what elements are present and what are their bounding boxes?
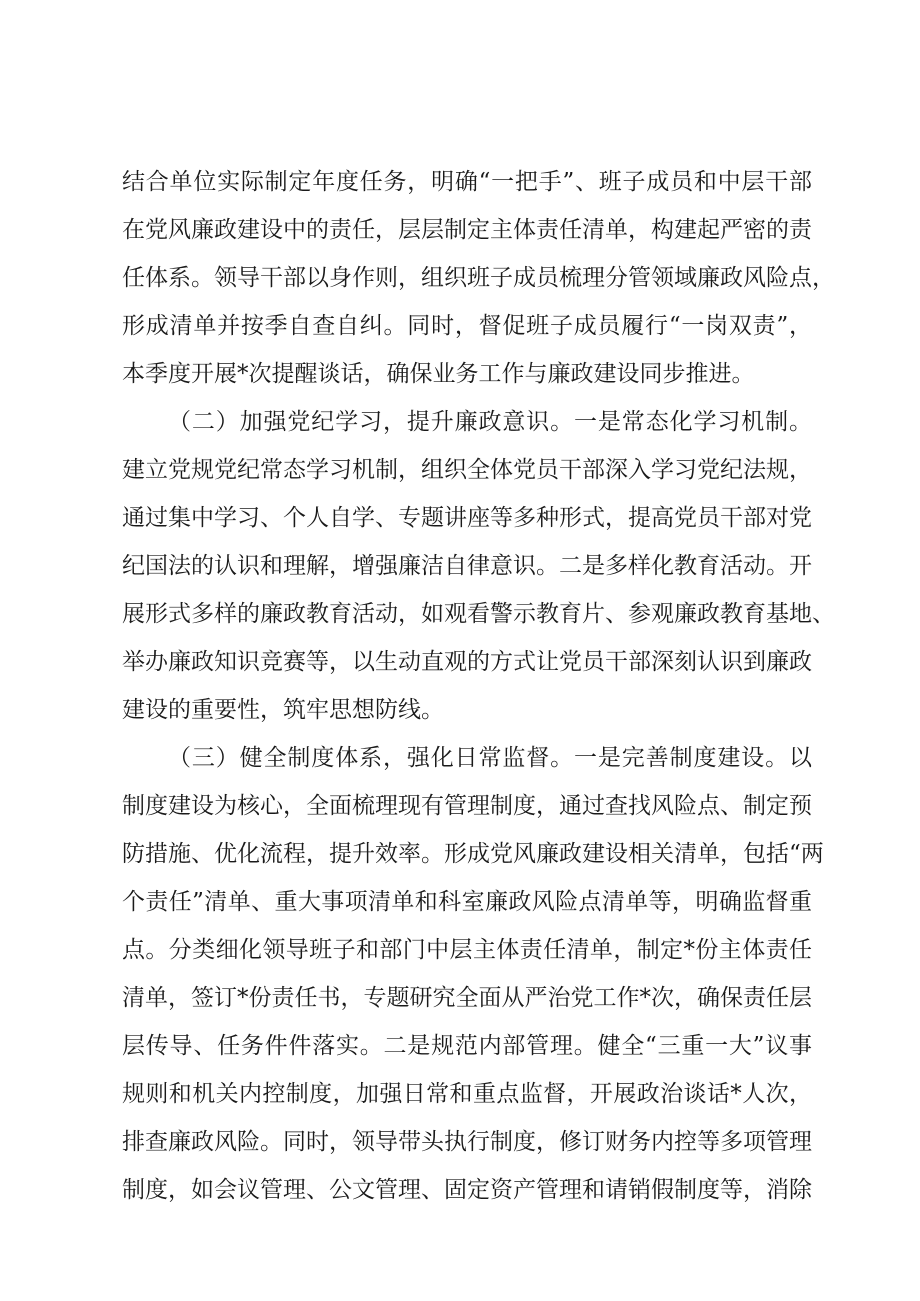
paragraph-1 [122, 158, 835, 398]
text-line: 通过集中学习、个人自学、专题讲座等多种形式，提高党员干部对党 [122, 505, 812, 531]
text-line: 纪国法的认识和理解，增强廉洁自律意识。二是多样化教育活动。开 [122, 553, 812, 579]
text-line: 形成清单并按季自查自纠。同时，督促班子成员履行“一岗双责”， [122, 313, 812, 339]
text-line: 防措施、优化流程，提升效率。形成党风廉政建设相关清单，包括“两 [122, 841, 824, 867]
text-line: 举办廉政知识竞赛等，以生动直观的方式让党员干部深刻认识到廉政 [122, 649, 812, 675]
text-line: 层传导、任务件件落实。二是规范内部管理。健全“三重一大”议事 [122, 1033, 812, 1059]
text-line: 清单，签订*份责任书，专题研究全面从严治党工作*次，确保责任层 [122, 985, 812, 1011]
text-line: 点。分类细化领导班子和部门中层主体责任清单，制定*份主体责任 [122, 937, 812, 963]
document-body [122, 158, 835, 1214]
text-line: 在党风廉政建设中的责任，层层制定主体责任清单，构建起严密的责 [122, 217, 812, 243]
text-line: 个责任”清单、重大事项清单和科室廉政风险点清单等，明确监督重 [122, 889, 812, 915]
text-line: 规则和机关内控制度，加强日常和重点监督，开展政治谈话*人次， [122, 1081, 812, 1107]
text-line: 展形式多样的廉政教育活动，如观看警示教育片、参观廉政教育基地、 [122, 601, 835, 627]
text-line: 制度，如会议管理、公文管理、固定资产管理和请销假制度等，消除 [122, 1177, 812, 1203]
text-line: 任体系。领导干部以身作则，组织班子成员梳理分管领域廉政风险点， [122, 265, 835, 291]
text-line: 建立党规党纪常态学习机制，组织全体党员干部深入学习党纪法规， [122, 457, 812, 483]
paragraph-heading-line: （三）健全制度体系，强化日常监督。一是完善制度建设。以 [168, 745, 812, 771]
text-line: 本季度开展*次提醒谈话，确保业务工作与廉政建设同步推进。 [122, 361, 755, 387]
text-line: 制度建设为核心，全面梳理现有管理制度，通过查找风险点、制定预 [122, 793, 812, 819]
paragraph-2 [122, 398, 835, 734]
text-line: 结合单位实际制定年度任务，明确“一把手”、班子成员和中层干部 [122, 169, 812, 195]
paragraph-heading-line: （二）加强党纪学习，提升廉政意识。一是常态化学习机制。 [168, 409, 812, 435]
text-line: 排查廉政风险。同时，领导带头执行制度，修订财务内控等多项管理 [122, 1129, 812, 1155]
paragraph-3 [122, 734, 824, 1214]
text-line: 建设的重要性，筑牢思想防线。 [122, 697, 444, 723]
